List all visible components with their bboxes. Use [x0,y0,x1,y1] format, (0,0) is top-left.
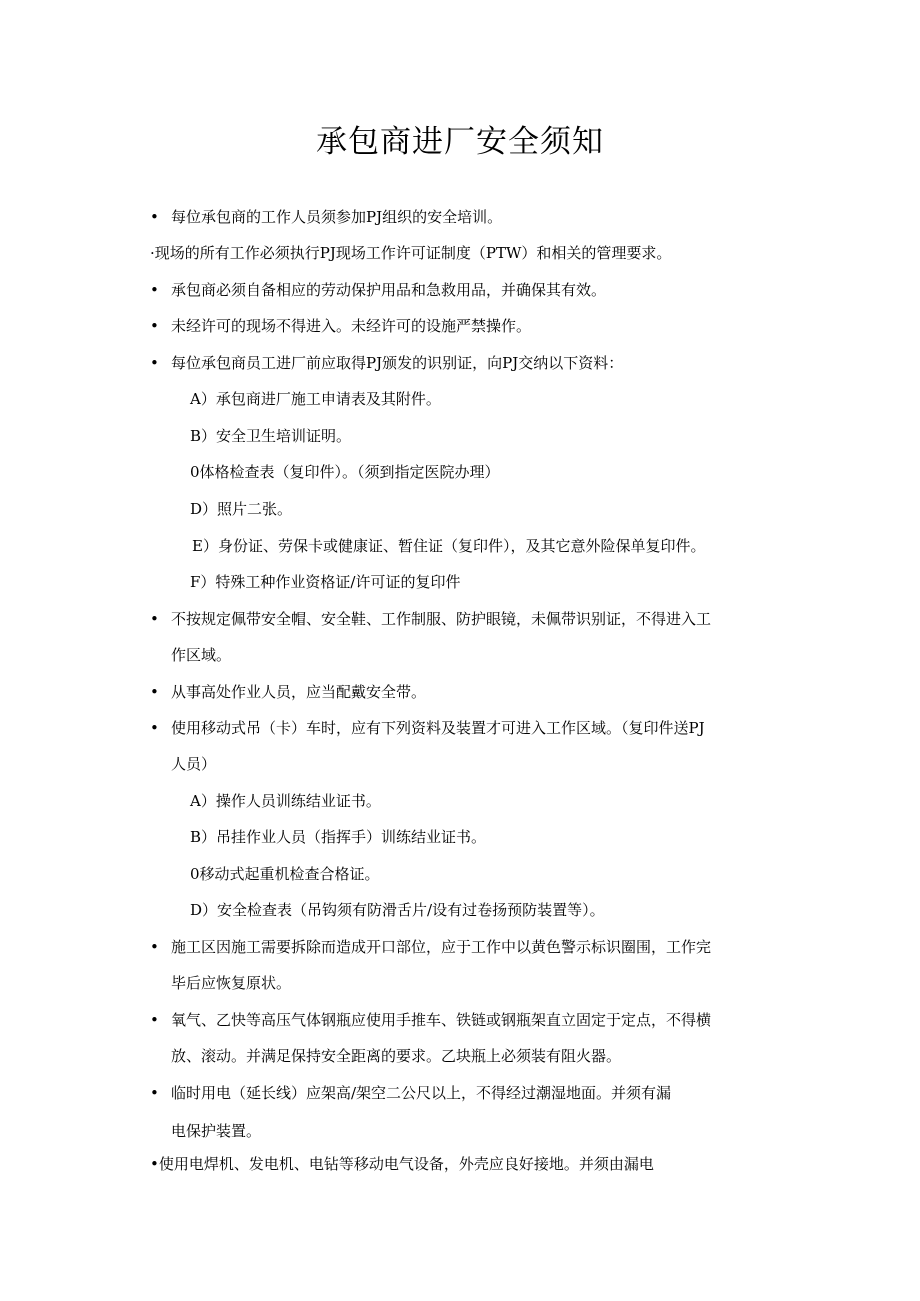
rule-8-sub-a: A）操作人员训练结业证书。 [190,792,381,810]
rule-5-sub-b: B）安全卫生培训证明。 [190,427,352,445]
rule-9-text-cont: 毕后应恢复原状。 [171,974,292,992]
bullet-marker: • [150,1084,159,1102]
rule-11-text-cont: 电保护装置。 [171,1122,262,1140]
rule-10-text-cont: 放、滚动。并满足保持安全距离的要求。乙块瓶上必须装有阻火器。 [171,1047,622,1065]
rule-11-text: 临时用电（延长线）应架高/架空二公尺以上，不得经过潮湿地面。并须有漏 [171,1084,672,1102]
rule-8-sub-d: D）安全检查表（吊钩须有防滑舌片/设有过卷扬预防装置等）。 [190,901,605,919]
rule-5-sub-f: F）特殊工种作业资格证/许可证的复印件 [190,573,461,591]
rule-5-sub-c: 0体格检查表（复印件）。（须到指定医院办理） [190,463,500,481]
page-title: 承包商进厂安全须知 [316,124,604,160]
rule-12-text: •使用电焊机、发电机、电钻等移动电气设备，外壳应良好接地。并须由漏电 [150,1155,654,1173]
bullet-marker: • [150,354,159,372]
bullet-marker: • [150,683,159,701]
bullet-marker: • [150,938,159,956]
rule-6-text: 不按规定佩带安全帽、安全鞋、工作制服、防护眼镜，未佩带识别证，不得进入工 [171,610,712,628]
rule-8-sub-c: 0移动式起重机检查合格证。 [190,865,380,883]
rule-4-text: 未经许可的现场不得进入。未经许可的设施严禁操作。 [171,317,532,335]
rule-8-sub-b: B）吊挂作业人员（指挥手）训练结业证书。 [190,828,487,846]
rule-2-text: ·现场的所有工作必须执行PJ现场工作许可证制度（PTW）和相关的管理要求。 [150,244,672,262]
bullet-marker: • [150,281,159,299]
rule-7-text: 从事高处作业人员，应当配戴安全带。 [171,683,427,701]
rule-9-text: 施工区因施工需要拆除而造成开口部位，应于工作中以黄色警示标识圈围，工作完 [171,938,712,956]
rule-5-text: 每位承包商员工进厂前应取得PJ颁发的识别证，向PJ交纳以下资料： [171,354,624,372]
bullet-marker: • [150,1011,159,1029]
bullet-marker: • [150,719,159,737]
bullet-marker: • [150,610,159,628]
rule-1-text: 每位承包商的工作人员须参加PJ组织的安全培训。 [171,208,503,226]
rule-5-sub-d: D）照片二张。 [190,500,293,518]
rule-8-text-cont: 人员） [171,755,217,773]
rule-8-text: 使用移动式吊（卡）车时，应有下列资料及装置才可进入工作区域。（复印件送PJ [171,719,705,737]
rule-6-text-cont: 作区域。 [171,646,232,664]
bullet-marker: • [150,317,159,335]
bullet-marker: • [150,208,159,226]
rule-3-text: 承包商必须自备相应的劳动保护用品和急救用品，并确保其有效。 [171,281,607,299]
rule-5-sub-e: E）身份证、劳保卡或健康证、暂住证（复印件），及其它意外险保单复印件。 [192,537,706,555]
rule-5-sub-a: A）承包商进厂施工申请表及其附件。 [190,390,441,408]
rule-10-text: 氧气、乙快等高压气体钢瓶应使用手推车、铁链或钢瓶架直立固定于定点，不得横 [171,1011,712,1029]
